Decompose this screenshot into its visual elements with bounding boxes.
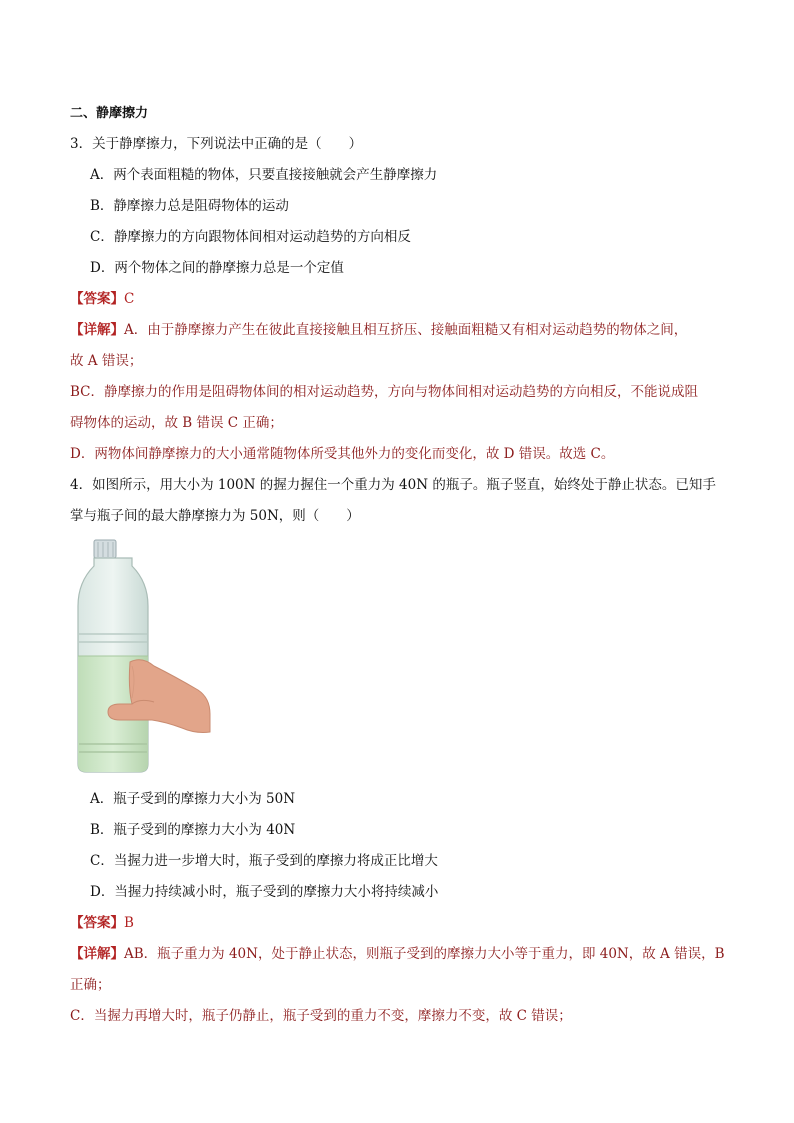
q3-detail-tag: 【详解】	[70, 322, 124, 338]
q3-answer-value: C	[124, 291, 135, 307]
bottle-hand-illustration	[70, 538, 220, 776]
q3-answer	[70, 289, 134, 309]
q4-option-c: C．当握力进一步增大时，瓶子受到的摩擦力将成正比增大	[90, 853, 438, 869]
q3-option-a: A．两个表面粗糙的物体，只要直接接触就会产生静摩擦力	[90, 167, 438, 183]
q4-detail-text-1: AB．瓶子重力为 40N，处于静止状态，则瓶子受到的摩擦力大小等于重力，即 40N，故 A 错误，B	[124, 946, 725, 962]
q3-detail-line-4: 碍物体的运动，故 B 错误 C 正确；	[70, 415, 283, 431]
q3-detail-line-5: D．两物体间静摩擦力的大小通常随物体所受其他外力的变化而变化，故 D 错误。故选 C。	[70, 446, 615, 462]
q3-detail-text-1: A．由于静摩擦力产生在彼此直接接触且相互挤压、接触面粗糙又有相对运动趋势的物体之间，	[124, 322, 688, 338]
q3-detail-line-3: BC．静摩擦力的作用是阻碍物体间的相对运动趋势，方向与物体间相对运动趋势的方向相反，不能说成阻	[70, 384, 698, 400]
q4-answer	[70, 913, 134, 933]
q3-detail-line-2: 故 A 错误；	[70, 353, 143, 369]
q3-option-b: B．静摩擦力总是阻碍物体的运动	[90, 198, 289, 214]
q3-detail-line-1	[70, 320, 687, 340]
q4-answer-tag: 【答案】	[70, 915, 124, 931]
q4-option-d: D．当握力持续减小时，瓶子受到的摩擦力大小将持续减小	[90, 884, 439, 900]
q4-option-a: A．瓶子受到的摩擦力大小为 50N	[90, 791, 296, 807]
q3-option-d: D．两个物体之间的静摩擦力总是一个定值	[90, 260, 344, 276]
q4-detail-line-1	[70, 944, 725, 964]
q4-answer-value: B	[124, 915, 134, 931]
q4-detail-line-2: 正确；	[70, 977, 111, 993]
q4-detail-line-3: C．当握力再增大时，瓶子仍静止，瓶子受到的重力不变，摩擦力不变，故 C 错误；	[70, 1008, 572, 1024]
q4-option-b: B．瓶子受到的摩擦力大小为 40N	[90, 822, 296, 838]
q3-option-c: C．静摩擦力的方向跟物体间相对运动趋势的方向相反	[90, 229, 411, 245]
q4-stem-line-2: 掌与瓶子间的最大静摩擦力为 50N，则（ ）	[70, 508, 360, 524]
q4-detail-tag: 【详解】	[70, 946, 124, 962]
q3-stem: 3．关于静摩擦力，下列说法中正确的是（ ）	[70, 136, 363, 152]
q3-answer-tag: 【答案】	[70, 291, 124, 307]
q4-stem-line-1: 4．如图所示，用大小为 100N 的握力握住一个重力为 40N 的瓶子。瓶子竖直，始终处于静止状态。已知手	[70, 477, 716, 493]
section-title: 二、静摩擦力	[70, 106, 149, 121]
